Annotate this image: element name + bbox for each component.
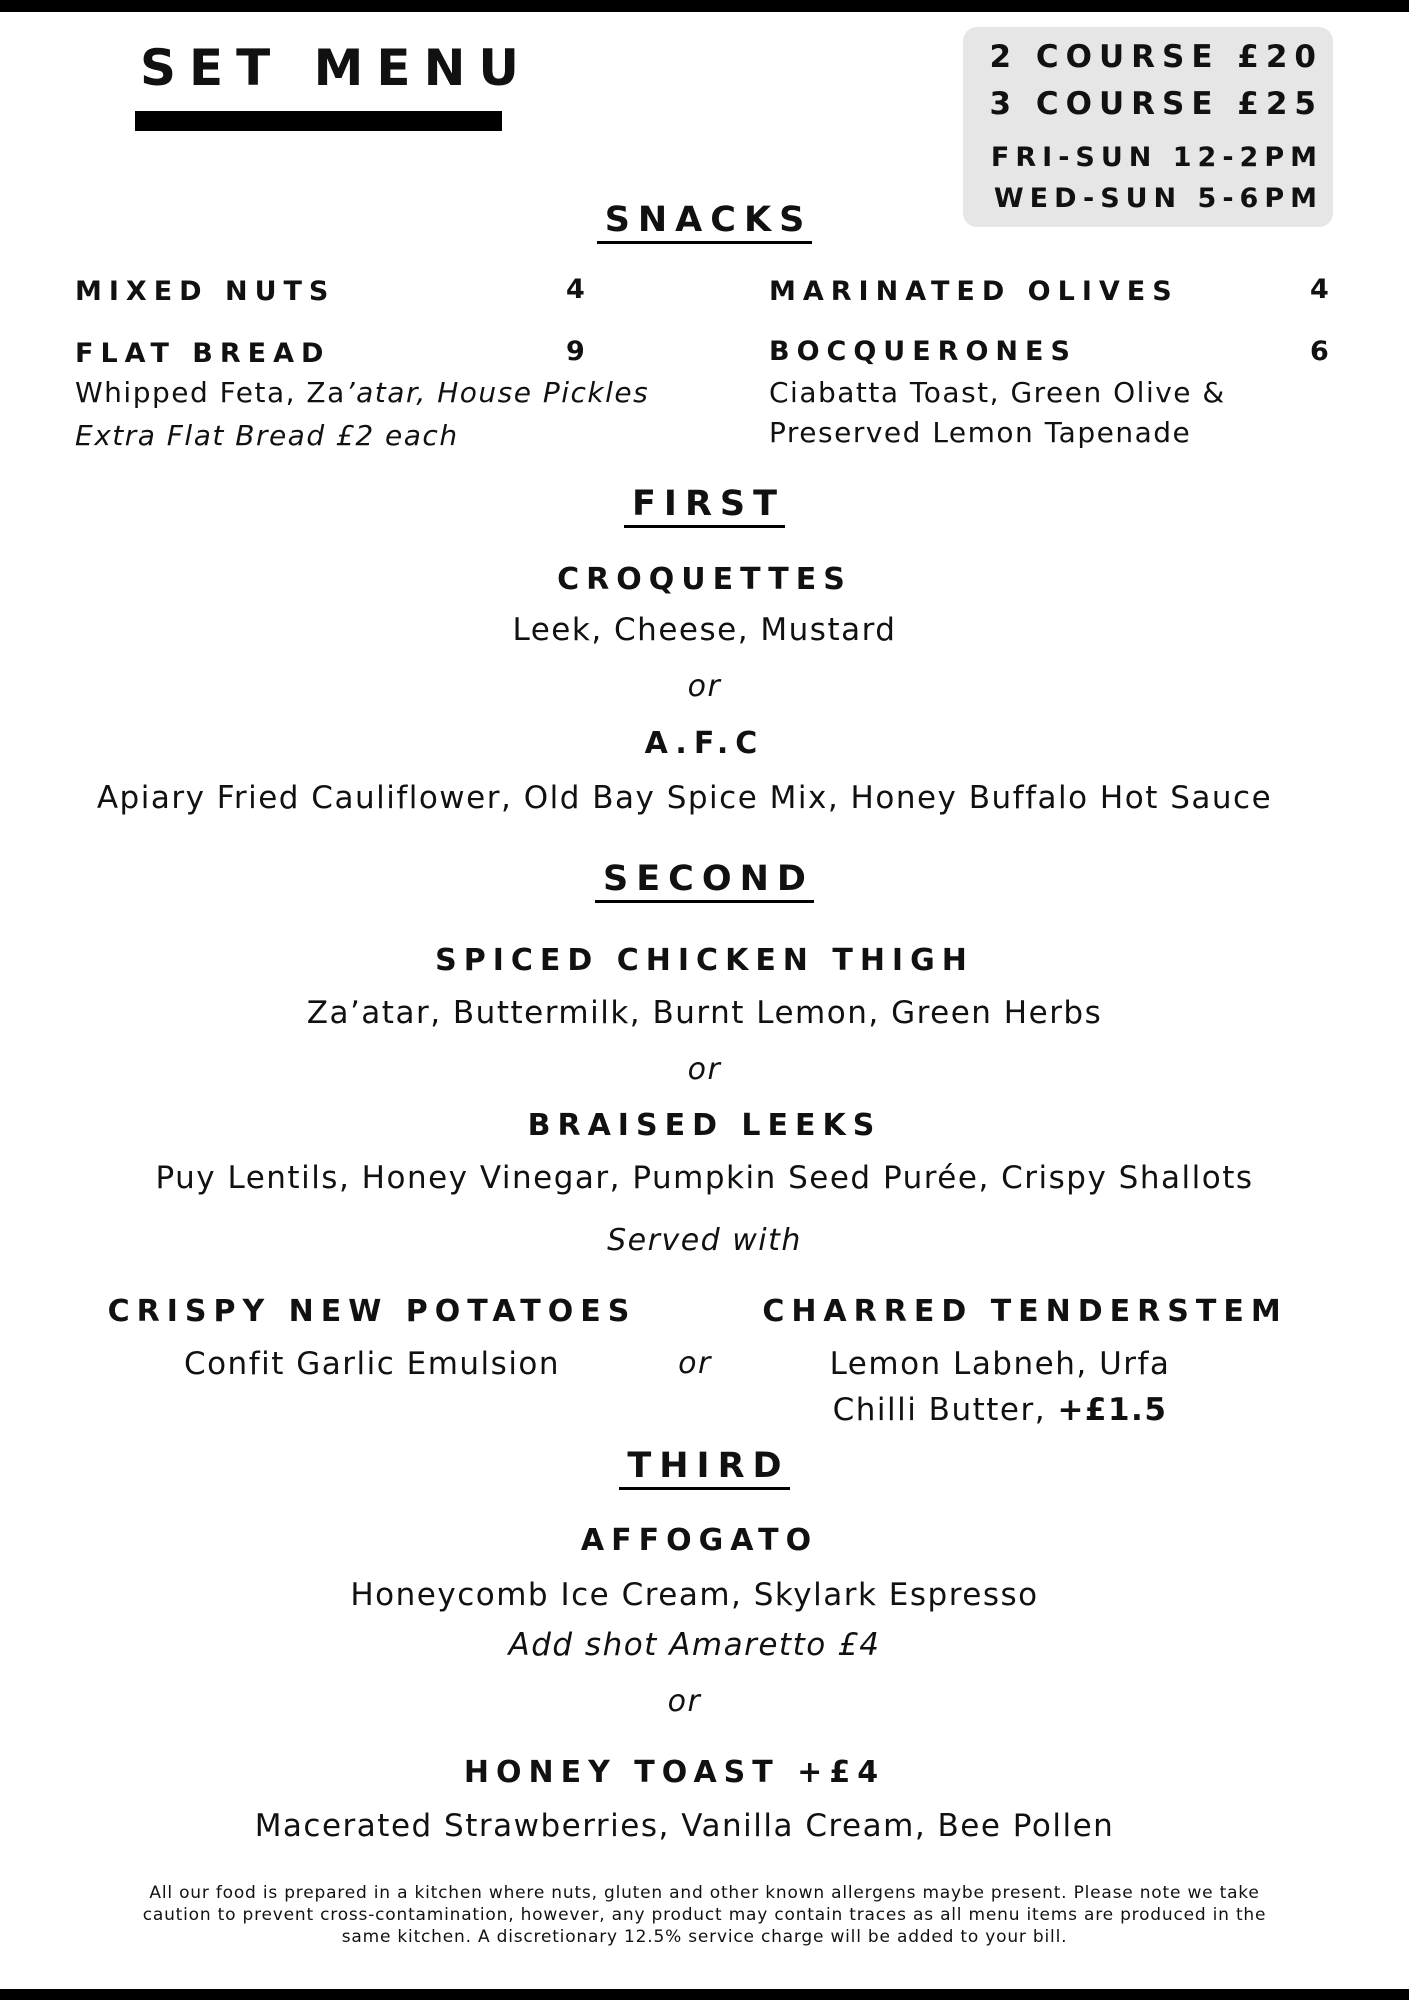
third-or-separator: or [667, 1684, 702, 1719]
snack-marinated-olives-price: 4 [1310, 274, 1329, 305]
dish-spiced-chicken-thigh-description: Za’atar, Buttermilk, Burnt Lemon, Green Herbs [306, 995, 1103, 1031]
service-times-dinner: WED-SUN 5-6PM [993, 183, 1323, 214]
snack-mixed-nuts-price: 4 [566, 274, 585, 305]
allergen-notice-line1: All our food is prepared in a kitchen where nuts, gluten and other known allergens maybe present. Please note we take [149, 1883, 1260, 1903]
price-three-course: 3 COURSE £25 [989, 86, 1323, 122]
dish-afc-description: Apiary Fried Cauliflower, Old Bay Spice Mix, Honey Buffalo Hot Sauce [96, 780, 1273, 816]
side-crispy-new-potatoes-name: CRISPY NEW POTATOES [107, 1294, 637, 1329]
price-two-course: 2 COURSE £20 [989, 39, 1323, 75]
first-or-separator: or [687, 669, 722, 704]
side-charred-tenderstem-description-line1: Lemon Labneh, Urfa [829, 1346, 1171, 1382]
snack-flat-bread-price: 9 [566, 336, 585, 367]
top-border [0, 0, 1409, 12]
dish-afc-name: A.F.C [644, 726, 765, 761]
side-supplement-price: +£1.5 [1057, 1392, 1168, 1428]
service-times-lunch: FRI-SUN 12-2PM [990, 142, 1323, 173]
side-charred-tenderstem-description-line2: Chilli Butter, +£1.5 [832, 1392, 1168, 1428]
section-title-first: FIRST [0, 482, 1409, 526]
dish-honey-toast-description: Macerated Strawberries, Vanilla Cream, Bee Pollen [254, 1808, 1115, 1844]
snack-bocquerones-price: 6 [1310, 336, 1329, 367]
snack-flat-bread-extra: Extra Flat Bread £2 each [75, 419, 459, 452]
dish-honey-toast-name: HONEY TOAST +£4 [463, 1755, 886, 1790]
second-or-separator: or [687, 1052, 722, 1087]
dish-spiced-chicken-thigh-name: SPICED CHICKEN THIGH [435, 943, 974, 978]
snack-marinated-olives-name: MARINATED OLIVES [769, 276, 1179, 307]
dish-affogato-addon: Add shot Amaretto £4 [508, 1627, 881, 1663]
dish-braised-leeks-name: BRAISED LEEKS [527, 1108, 882, 1143]
dish-affogato-description: Honeycomb Ice Cream, Skylark Espresso [350, 1577, 1039, 1613]
bottom-border [0, 1989, 1409, 2000]
snack-bocquerones-description-line2: Preserved Lemon Tapenade [769, 416, 1192, 449]
snack-flat-bread-description: Whipped Feta, Za’atar, House Pickles [75, 376, 650, 409]
allergen-notice [100, 1882, 1309, 1948]
side-charred-tenderstem-name: CHARRED TENDERSTEM [762, 1294, 1288, 1329]
dish-braised-leeks-description: Puy Lentils, Honey Vinegar, Pumpkin Seed Purée, Crispy Shallots [155, 1160, 1254, 1196]
snack-bocquerones-description-line1: Ciabatta Toast, Green Olive & [769, 376, 1226, 409]
allergen-notice-line2: caution to prevent cross-contamination, however, any product may contain traces as all menu items are produced in the [142, 1905, 1267, 1925]
section-title-snacks: SNACKS [0, 198, 1409, 242]
dish-croquettes-name: CROQUETTES [557, 562, 852, 597]
title-underline-bar [135, 111, 502, 131]
snack-mixed-nuts-name: MIXED NUTS [75, 276, 336, 307]
dish-croquettes-description: Leek, Cheese, Mustard [512, 612, 897, 648]
side-crispy-new-potatoes-description: Confit Garlic Emulsion [183, 1346, 561, 1382]
section-title-third: THIRD [0, 1444, 1409, 1488]
snack-bocquerones-name: BOCQUERONES [769, 336, 1077, 367]
snack-flat-bread-name: FLAT BREAD [75, 338, 331, 369]
served-with-label: Served with [607, 1223, 802, 1258]
side-or-separator: or [678, 1346, 712, 1381]
dish-affogato-name: AFFOGATO [580, 1523, 819, 1558]
allergen-notice-line3: same kitchen. A discretionary 12.5% service charge will be added to your bill. [341, 1927, 1068, 1947]
section-title-second: SECOND [0, 857, 1409, 901]
menu-title: SET MENU [140, 39, 533, 97]
